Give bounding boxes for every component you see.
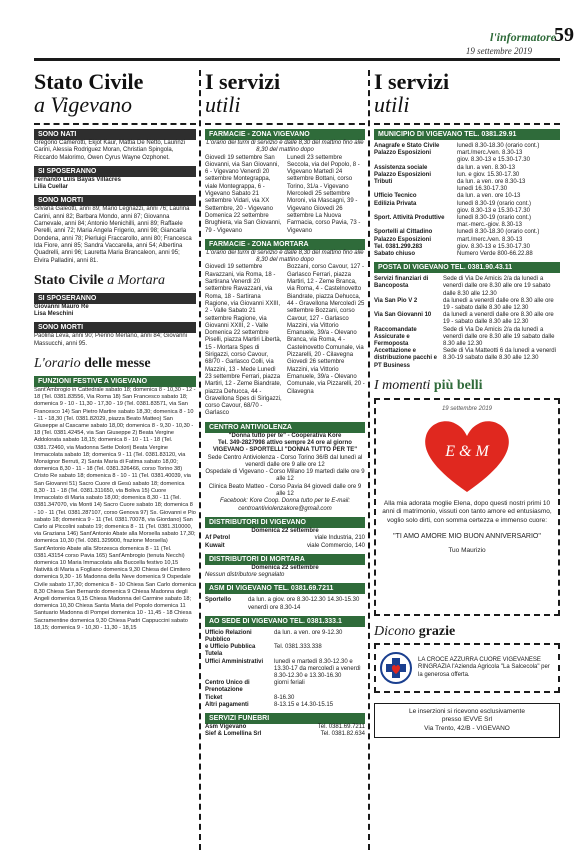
mun-value: mart./merc./ven. 8.30-13 — [457, 150, 523, 157]
mun-label: Palazzo Esposizioni — [374, 171, 432, 178]
mun-label — [374, 208, 454, 215]
posta-label: Servizi finanziari di Bancoposta — [374, 276, 429, 290]
funebri-name: Sief & Lomellina Srl — [205, 731, 262, 738]
card-signature: Tuo Maurizio — [448, 546, 486, 554]
card-message: Alla mia adorata moglie Elena, dopo questi nostri primi 10 anni di matrimonio, vissuti con tanto amore ed entusiasmo, voglio solo dirti, con somma certezza e immenso cuore: — [382, 499, 552, 525]
funebri-name: Asm Vigevano — [205, 724, 247, 731]
posta-label: Via San Pio V 2 — [374, 297, 418, 304]
section-header-nati: SONO NATI — [34, 129, 196, 140]
section-header-farmacie-vigevano: FARMACIE - ZONA VIGEVANO — [205, 129, 365, 140]
mun-label: Assistenza sociale — [374, 164, 428, 171]
mun-label — [374, 186, 454, 193]
section-header-ao: AO SEDE DI VIGEVANO TEL. 0381.333.1 — [205, 616, 365, 627]
antiviolenza-line: VIGEVANO - SPORTELLI "DONNA TUTTO PER TE" — [212, 447, 358, 454]
mun-value: giov. 8.30-13 e 15.30-17.30 — [457, 157, 530, 164]
ao-value: Tel. 0381.333.338 — [274, 644, 322, 651]
farmacie-intro: L'orario dei turni di servizio è dalle 8,30 del mattino fino alle 8,30 del mattino dopo — [206, 140, 364, 154]
ao-table — [205, 630, 365, 709]
momenti-title-bold: più belli — [433, 377, 483, 393]
mortara-title-italic: a Mortara — [107, 272, 166, 288]
title-rule — [374, 123, 560, 125]
farmacie-vigevano-left: Giovedì 19 settembre San Giovanni, via San Giovanni, 6 - Vigevano Venerdì 20 settembre Montegrappa, viale Montegrappa, 6 - Vigevano Sabato 21 settembre Vidari, via XX Settembre, 20 - Vigevano Domenica 22 settembre Brughiera, via San Giovanni, 79 - Vigevano — [205, 154, 282, 234]
spouse-name: Lisa Meschini — [34, 311, 74, 318]
section-header-posta: POSTA DI VIGEVANO TEL. 0381.90.43.11 — [374, 262, 560, 273]
section-title: Stato Civile — [34, 69, 144, 94]
ao-label: Ticket — [205, 694, 223, 701]
inserzioni-box — [374, 703, 560, 739]
ao-value: lunedì e martedì 8.30-12.30 e 13.30-17 da mercoledì a venerdì 8.30-12.30 e 13.30-16.30 — [274, 658, 361, 680]
mortara-title-bold: Stato Civile — [34, 272, 104, 288]
issue-date: 19 settembre 2019 — [465, 46, 532, 56]
mortara-morti-list: Paolina Leva, anni 90; Pierino Merlano, anni 84; Giovanni Massucchi, anni 95. — [34, 333, 188, 347]
section-header-sposeranno: SI SPOSERANNO — [34, 166, 196, 177]
section-header-antiviolenza: CENTRO ANTIVIOLENZA — [205, 422, 365, 433]
mun-value: lunedì 8.30-19 (orario cont.) — [457, 215, 532, 222]
card-date: 19 settembre 2019 — [441, 405, 493, 412]
croce-azzurra-logo-icon — [380, 652, 412, 684]
section-header-funebri: SERVIZI FUNEBRI — [205, 713, 365, 724]
ao-value: 8-13.15 e 14.30-15.15 — [274, 701, 334, 708]
mun-label: Ufficio Tecnico — [374, 193, 417, 200]
antiviolenza-line: "Donna tutto per te" - Cooperativa Kore — [228, 432, 342, 439]
mortara-title — [34, 273, 196, 289]
mun-value: lunedì 8.30-19 (orario cont.) — [457, 200, 532, 207]
section-title: I servizi — [205, 69, 281, 94]
mun-value: da lun. a ven. ore 10-13 — [457, 193, 521, 200]
mun-label: Palazzo Esposizioni — [374, 236, 432, 243]
section-subtitle: a Vigevano — [34, 92, 132, 117]
mun-value: mart./merc./ven. 8.30-13 — [457, 236, 523, 243]
mun-label — [374, 222, 454, 229]
mun-label: Sport. Attività Produttive — [374, 215, 445, 222]
section-title: I servizi — [374, 69, 450, 94]
ao-label: Ufficio Relazioni Pubblico — [205, 629, 252, 644]
section-header-funzioni: FUNZIONI FESTIVE A VIGEVANO — [34, 376, 196, 387]
farmacie-mortara-right: Bozzani, corso Cavour, 127 - Garlasco Ferrari, piazza Martiri, 12 - Zeme Branca, via Roma, 4 - Castelnovetto Biandrate, piazza Dehucca, 44 - Gravellona Mercoledì 25 settembre Bozzani, corso Cavour, 127 - Garlasco Mazzini, via Vittorio Emanuele, 39/a - Olevano Branca, via Roma, 4 - Castelnovetto Comunale, via Pizzarelli, 20 - Cilavegna Giovedì 26 settembre Mazzini, via Vittorio Emanuele, 39/a - Olevano Comunale, via Pizzarelli, 20 - Cilavegna — [287, 264, 365, 395]
posta-value: da lunedì a venerdì dalle ore 8.30 alle ore 19 - sabato dalle 8.30 alle 12.30 — [443, 312, 554, 326]
asm-hours: da lun. a giov. ore 8.30-12.30 14.30-15.30 venerdì ore 8.30-14 — [248, 597, 360, 611]
mun-value: da lun. a ven. ore 8.30-13 — [457, 179, 526, 186]
column-separator — [199, 70, 201, 850]
farmacie-vigevano-right: Lunedì 23 settembre Seccola, via del Popolo, 8 - Vigevano Martedì 24 settembre Bottani, corso Torino, 31/a - Vigevano Mercoledì 25 settembre Moroni, via Mascagni, 39 - Vigevano Giovedì 26 settembre La Nuova Farmacia, corso Pavia, 73 - Vigevano — [287, 154, 361, 234]
column-servizi-1 — [205, 70, 365, 739]
nati-list: Gregorio Camerotti, Ekjot Kaur, Mattia De Netto, Laurinzi Carini, Alessia Rodriguez Moran, Christian Spingola, Riccardo Malorimo, Owen Cyrus Wayne Ozphonet. — [34, 140, 186, 161]
mun-label: Sportelli al Cittadino — [374, 229, 433, 236]
section-subtitle: utili — [205, 92, 241, 117]
column-stato-civile — [34, 70, 196, 632]
distributore-address: viale Commercio, 140 — [306, 542, 365, 549]
momenti-title — [374, 378, 560, 394]
distributori-day: Domenica 22 settembre — [251, 564, 319, 571]
page-number: 59 — [554, 24, 574, 46]
inserzioni-line: presso IEVVE Srl — [441, 716, 493, 724]
section-header-distributori-vigevano: DISTRIBUTORI DI VIGEVANO — [205, 517, 365, 528]
municipio-table — [374, 143, 560, 258]
posta-value: da lunedì a venerdì dalle ore 8.30 alle ore 19 - sabato dalle 8.30 alle 12.30 — [443, 297, 554, 312]
ao-label: Uffici Amministrativi — [205, 658, 264, 665]
anniversary-card — [374, 398, 560, 616]
antiviolenza-line: Clinica Beato Matteo - Corso Pavia 84 giovedì dalle ore 9 alle 12 — [208, 483, 362, 498]
inserzioni-line: Le inserzioni si ricevono esclusivamente — [409, 707, 525, 715]
section-header-mortara-sposeranno: SI SPOSERANNO — [34, 293, 196, 304]
dicono-title — [374, 624, 560, 640]
posta-label: Raccomandate Assicurate e Fermoposta — [374, 326, 417, 348]
mun-label: Tributi — [374, 179, 393, 186]
distributore-name: Af Petrol — [205, 535, 231, 542]
section-header-morti: SONO MORTI — [34, 195, 196, 206]
title-rule — [205, 123, 365, 125]
spouse-name: Lilia Cuellar — [34, 184, 69, 191]
section-subtitle: utili — [374, 92, 410, 117]
card-quote: "TI AMO AMORE MIO BUON ANNIVERSARIO" — [393, 532, 541, 540]
ao-label: Centro Unico di Prenotazione — [205, 680, 250, 694]
mun-label — [374, 157, 454, 164]
title-rule — [34, 123, 196, 125]
posta-value: Sede di Via De Amicis 2/a da lunedì a venerdì dalle ore 8.30 alle 19 sabato dalle 8.30 alle 12.30 — [443, 326, 555, 348]
spouse-name: Giovanni Mauro Re — [34, 303, 89, 310]
morti-list: Silvana Galeotti, anni 89; Mario Legnazzi, anni 76; Laurina Carini, anni 82; Barbara Mondo, anni 87; Giovanna Carnevale, anni 84; Antonio Menichilli, anni 89; Raffaele Perelli, anni 72; Maria Angela Frigerio, anni 98; Giancarla Dondena, anni 78; Pierluigi Fraccarollo, anni 80; Francesca Ida Fiore, anni 85; Sandra Vaccarella, anni 54; Albertina Quadrelli, anni 96; Lauretta Maria Brancaleon, anni 95; Elvira Palladini, anni 81. — [34, 206, 192, 264]
magazine-name: l'informatore — [489, 30, 556, 44]
section-header-distributori-mortara: DISTRIBUTORI DI MORTARA — [205, 554, 365, 565]
mun-value: giov. 8.30-13 e 15.30-17.30 — [457, 243, 530, 250]
messe-title — [34, 356, 196, 372]
messe-title-italic: L'orario — [34, 356, 81, 372]
section-header-farmacie-mortara: FARMACIE - ZONA MORTARA — [205, 239, 365, 250]
mun-value: mar.-merc.-giov. 8.30-13 — [457, 222, 522, 229]
inserzioni-line: Via Trento, 42/B - VIGEVANO — [424, 724, 510, 732]
column-separator — [368, 70, 370, 850]
ao-value: 8-16.30 — [274, 694, 295, 701]
mun-label: Palazzo Esposizioni — [374, 150, 432, 157]
posta-label: Accettazione e distribuzione pacchi e PT Business — [374, 348, 438, 369]
posta-value: Sede di Via Matteotti 6 da lunedì a venerdì 8.30-19 sabato dalle 8.30 alle 12.30 — [443, 348, 557, 362]
distributore-name: Kuwait — [205, 542, 225, 549]
dicono-title-bold: grazie — [418, 623, 456, 639]
farmacie-intro: L'orario dei turni di servizio è dalle 8,30 del mattino fino alle 8,30 del mattino dopo — [206, 249, 364, 264]
spouse-name: Fernando Luis Bayas Villacres — [34, 176, 121, 183]
momenti-title-italic: I momenti — [374, 377, 431, 393]
messe-list: Sant'Ambrogio in Cattedrale sabato 18; domenica 8 - 10,30 - 12 - 18 (Tel. 0381.83556, Via Roma 18) San Francesco sabato 18; domenica 9 - 10 - 11,30 - 17,30 - 19 (Tel. 0381.83571, via San Francesco 14) San Pietro Martire sabato 18,30; domenica 8 - 10 - 11 - 18,30 (Tel. 0381.82029, piazza Beato Matteo) San Giuseppe al Cascame sabato 18,00; domenica 8 - 9,30 - 10,30 - 18 (Tel. 0381.42454, via San Giuseppe 2) Beata Vergine Addolorata sabato 18,15; domenica 8 - 10 - 11 - 18 (Tel. 0381.72460, via Madonna Sette Dolori) Beata Vergine Immacolata sabato 18; domenica 9 - 11 (Tel. 0381.83120, via Monsignor Berruti, 2) Santa Maria di Fatima sabato 18,00; domenica 8,30 - 11 - 18 (Tel. 0381.326466, corso Torino 38) Cristo Re sabato 18; domenica 8 - 10 - 11 (Tel. 0381.40039, via San Giovanni 51) Sacro Cuore di Gesù sabato 18; domenica 8,30 - 11 - 18 (Tel. 0381.311650, via Boliva 15) Cuore Immacolato di Maria sabato 18,00; domenica 8,30 - 11 (Tel. 0381.347070, via Monti 14) Sacro Cuore sabato 18; domenica 8 - 10 - 11 (Tel. 0381.287107, corso Genova 97) Ss. Giovanni e Pio sabato 18; domenica 9 - 11 (Tel. 0381.70078, via Giordano) San Carlo ai Piccolini sabato 19; domenica 8 - 11 (Tel. 0381.310000, via Graziana 146) Sant'Antonio Abate alla Morsella sabato 17,30; domenica 10,30 (Tel. 0381.329900, frazione Morsella) Sant'Antonio Abate alla Sforzesca domenica 8 - 11 (Tel. 0381.43154 corso Pavia 165) Sant'Ambrogio (tenuta Necchi) domenica 10 Maria Immacolata alla Buccella festivo 10,15 Natività di Maria a Fogliano domenica 9,30 Chiesa del Cimitero domenica 9,30 - 16 Madonna della Neve domenica 9 Ospedale Civile sabato 17,30; domenica 8 - 10 Chiesa San Carlo domenica 8,30 Chiesa San Bernardo domenica 9 Chiesa Madonna degli Angeli domenica 9,15 Chiesa Madonna del Carmine sabato 18; domenica 10,30 Chiesa Santa Maria del Popolo domenica 11 Santuario Madonna di Pompei domenica 10 - 11,45 - 18 Chiesa Sacramentine domenica 9,30 Chiesa Padri Cappuccini sabato 18,15; domenica 9 - 10,30 - 11,30 - 18,15 — [34, 387, 197, 631]
antiviolenza-phone: Tel. 349-2827998 attivo sempre 24 ore al giorno — [218, 439, 352, 446]
dicono-title-italic: Dicono — [374, 623, 416, 639]
ao-label: Altri pagamenti — [205, 701, 249, 708]
ao-label: e Ufficio Pubblica Tutela — [205, 644, 256, 658]
mun-value: giov. 8.30-13 e 15.30-17.30 — [457, 207, 530, 214]
posta-label: Via San Giovanni 10 — [374, 312, 432, 319]
antiviolenza-line: Sede Centro Antiviolenza - Corso Torino 36/B dal lunedì al venerdì dalle ore 9 alle ore 12 — [207, 454, 363, 468]
header-rule — [34, 58, 560, 61]
posta-value: Sede di Via De Amicis 2/a da lunedì a venerdì dalle ore 8.30 alle ore 19 sabato dalle 8.30 alle 12.30 — [443, 276, 551, 297]
section-header-mortara-morti: SONO MORTI — [34, 322, 196, 333]
distributore-address: viale Industria, 210 — [314, 535, 365, 542]
mun-value: lunedì 8.30-18.30 (orario cont.) — [457, 229, 540, 236]
distributori-day: Domenica 22 settembre — [251, 527, 319, 534]
column-servizi-2 — [374, 70, 560, 738]
mun-value: lunedì 8.30-18.30 (orario cont.) — [457, 143, 540, 149]
page-header — [465, 24, 574, 56]
heart-initials: E & M — [445, 442, 489, 460]
farmacie-mortara-left: Giovedì 19 settembre Ravazzani, via Roma, 18 - Sartirana Venerdì 20 settembre Ravazzani, via Roma, 18 - Sartirana Ragione, via Giovanni XXIII, 2 - Valle Sabato 21 settembre Ragione, via Giovanni XXIII, 2 - Valle Domenica 22 settembre Piselli, piazza Martiri Libertà, 15 - Mortara Spes di Sirigazzi, corso Cavour, 68/70 - Garlasco Colli, via Mazzini, 13 - Mede Lunedì 23 settembre Ferrari, piazza Martiri, 12 - Zeme Biandrate, piazza Dehucca, 44 - Gravellona Spes di Sirigazzi, corso Cavour, 68/70 - Garlasco — [205, 264, 282, 417]
mun-value: lun. e giov. 15.30-17.30 — [457, 171, 520, 178]
mun-value: lunedì 16.30-17.30 — [457, 186, 508, 193]
mun-label: Tel. 0381.299.283 — [374, 243, 423, 250]
messe-title-bold: delle messe — [84, 356, 151, 372]
ao-value: giorni feriali — [274, 680, 305, 687]
mun-value: da lun. a ven. 8.30-13 — [457, 164, 516, 171]
posta-table — [374, 276, 560, 370]
grazie-box — [374, 643, 560, 693]
funebri-phone: Tel. 0381.82.634 — [320, 731, 365, 738]
antiviolenza-contacts: Facebook: Kore Coop. Donna tutto per te E-mail: centroantiviolenzakore@gmail.com — [219, 498, 351, 512]
mun-label: Edilizia Privata — [374, 200, 417, 207]
mun-label: Anagrafe e Stato Civile — [374, 143, 440, 149]
distributori-none: Nessun distributore segnalato — [205, 572, 285, 579]
heart-icon — [422, 416, 512, 496]
antiviolenza-line: Ospedale di Vigevano - Corso Milano 19 martedì dalle ore 9 alle 12 — [205, 469, 365, 483]
grazie-text: LA CROCE AZZURRA CUORE VIGEVANESE RINGRAZIA l'Azienda Agricola "La Salcecola" per la generosa offerta. — [418, 656, 550, 678]
section-header-municipio: MUNICIPIO DI VIGEVANO TEL. 0381.29.91 — [374, 129, 560, 140]
mun-label: Sabato chiuso — [374, 251, 416, 258]
ao-value: da lun. a ven. ore 9-12.30 — [274, 629, 343, 636]
asm-label: Sportello — [205, 597, 232, 604]
funebri-phone: Tel. 0381.69.7211 — [317, 724, 365, 731]
section-header-asm: ASM DI VIGEVANO TEL. 0381.69.7211 — [205, 583, 365, 594]
mun-value: Numero Verde 800-66.22.88 — [457, 251, 533, 258]
